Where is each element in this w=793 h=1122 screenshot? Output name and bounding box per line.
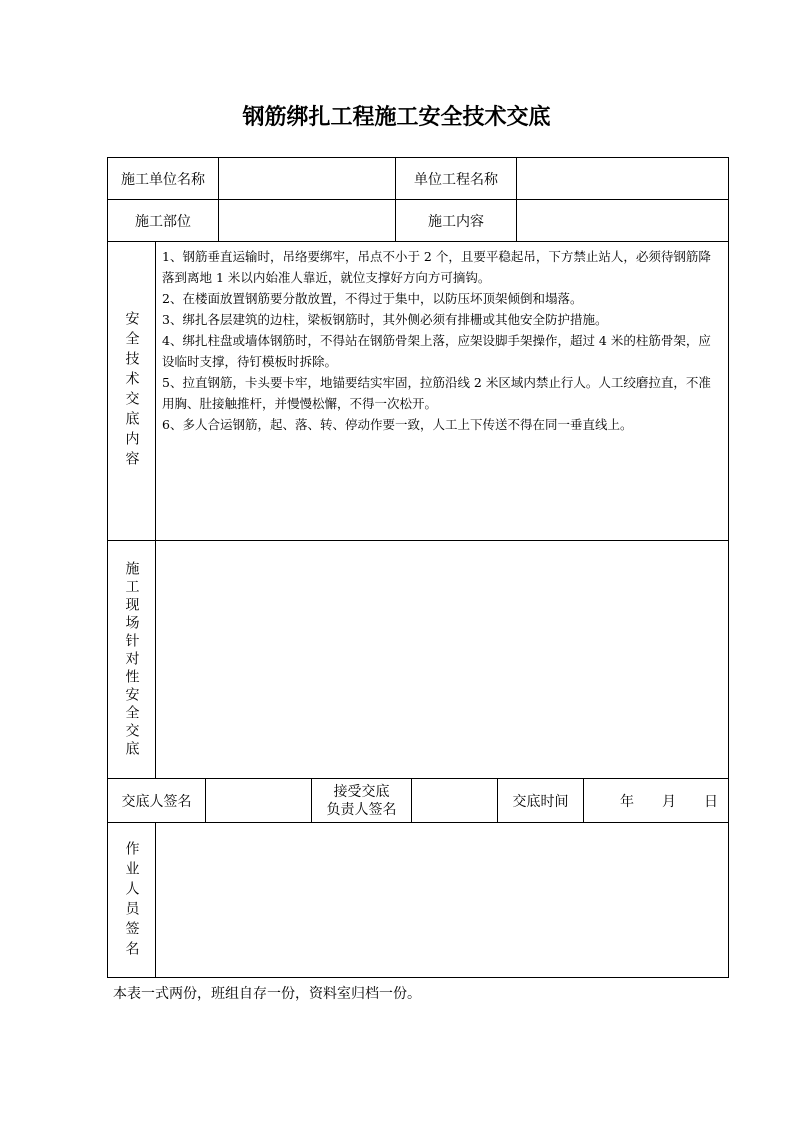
workers-signature-field[interactable]: [155, 822, 729, 978]
safety-item: 6、多人合运钢筋，起、落、转、停动作要一致，人工上下传送不得在同一垂直线上。: [162, 417, 633, 432]
receiver-label: [311, 778, 411, 822]
safety-item: 1、钢筋垂直运输时，吊络要绑牢，吊点不小于 2 个，且要平稳起吊，下方禁止站人，必须待钢筋降落到离地 1 米以内始准人靠近，就位支撑好方向方可摘钩。: [162, 249, 711, 285]
footnote: 本表一式两份，班组自存一份，资料室归档一份。: [113, 986, 421, 1002]
month-label: 月: [662, 793, 676, 810]
safety-label-cell: [107, 241, 155, 540]
giver-label: 交底人签名: [107, 778, 205, 822]
workers-label-cell: [107, 822, 155, 978]
receiver-label-line2: 负责人签名: [326, 801, 397, 818]
safety-item: 5、拉直钢筋，卡头要卡牢，地锚要结实牢固，拉筋沿线 2 米区域内禁止行人。人工绞磨拉直，不准用胸、肚接触推杆，并慢慢松懈，不得一次松开。: [162, 375, 711, 411]
content-field[interactable]: [516, 199, 729, 241]
receiver-label-line1: 接受交底: [333, 783, 390, 800]
safety-item: 4、绑扎柱盘或墙体钢筋时，不得站在钢筋骨架上落，应架设脚手架操作，超过 4 米的柱筋骨架，应设临时支撑，待钉模板时拆除。: [162, 333, 711, 369]
unit-name-label: 施工单位名称: [107, 157, 218, 199]
giver-signature-field[interactable]: [205, 778, 311, 822]
site-content-field[interactable]: [155, 540, 729, 778]
safety-item: 3、绑扎各层建筑的边柱，梁板钢筋时，其外侧必须有排栅或其他安全防护措施。: [162, 312, 608, 327]
project-name-label: 单位工程名称: [395, 157, 516, 199]
safety-item: 2、在楼面放置钢筋要分散放置，不得过于集中，以防压坏顶架倾倒和塌落。: [162, 291, 583, 306]
safety-label: 安全技术交底内容: [123, 311, 140, 471]
date-field[interactable]: [583, 778, 729, 822]
unit-name-field[interactable]: [218, 157, 395, 199]
safety-content: [155, 241, 729, 540]
site-label-cell: [107, 540, 155, 778]
page-title: 钢筋绑扎工程施工安全技术交底: [242, 105, 551, 130]
project-name-field[interactable]: [516, 157, 729, 199]
part-label: 施工部位: [107, 199, 218, 241]
workers-label: 作业人员签名: [123, 840, 140, 961]
content-label: 施工内容: [395, 199, 516, 241]
day-label: 日: [704, 793, 718, 810]
year-label: 年: [620, 793, 634, 810]
part-field[interactable]: [218, 199, 395, 241]
site-label: 施工现场针对性安全交底: [123, 560, 140, 759]
time-label: 交底时间: [497, 778, 583, 822]
receiver-signature-field[interactable]: [411, 778, 497, 822]
